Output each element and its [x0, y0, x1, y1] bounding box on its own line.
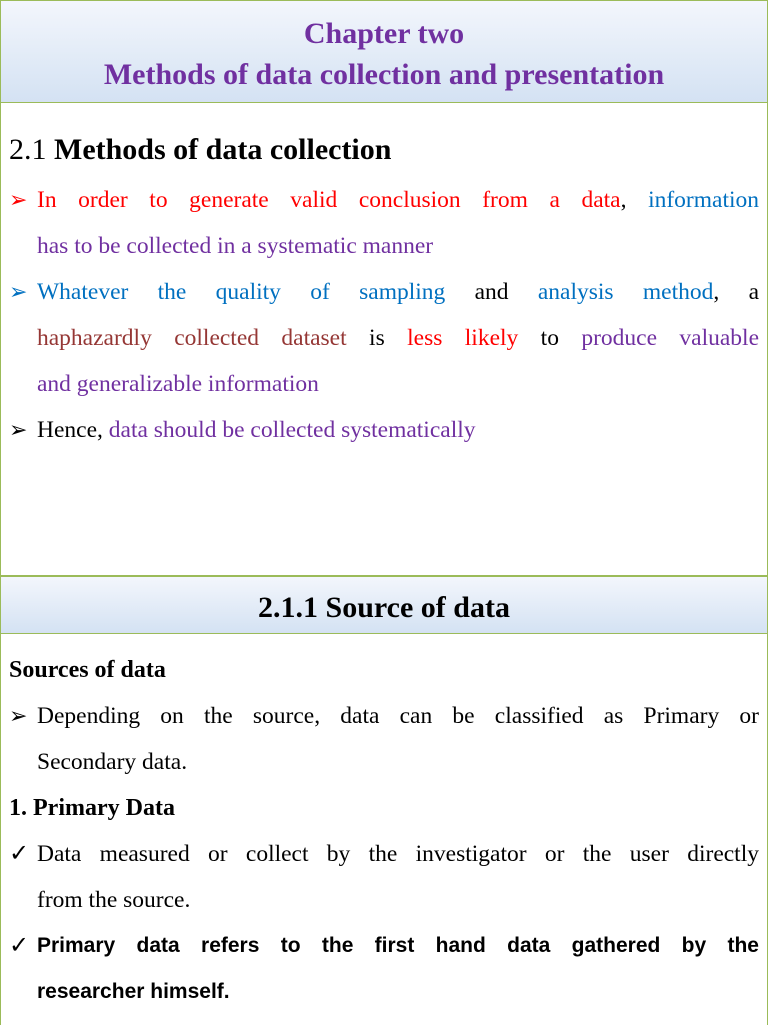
- bullet-1-comma: ,: [620, 187, 627, 213]
- bullet-2-text-brown: haphazardly collected dataset: [37, 325, 347, 351]
- bullet-1-text-blue: information: [648, 187, 760, 213]
- slide-2-title: 2.1.1 Source of data: [258, 591, 510, 624]
- sources-bullet-line-2: Secondary data.: [37, 749, 188, 775]
- bullet-3-line-1: [37, 415, 759, 445]
- bullet-3-text-black: Hence,: [37, 417, 103, 443]
- bullet-2-line-2: [37, 323, 759, 353]
- check-2-line-1: [37, 931, 759, 961]
- arrow-bullet-icon: ➢: [9, 417, 28, 442]
- bullet-2-text-purple: produce valuable: [581, 325, 760, 351]
- bullet-2-and: and: [474, 279, 509, 305]
- bullet-2-line-1: [37, 277, 759, 307]
- bullet-3-text-purple: data should be collected systematically: [108, 417, 476, 443]
- check-icon: ✓: [9, 933, 30, 959]
- section-number: 2.1: [9, 133, 47, 166]
- check-icon: ✓: [9, 841, 30, 867]
- arrow-bullet-icon: ➢: [9, 703, 28, 728]
- bullet-1-text-red: In order to generate valid conclusion from a data: [37, 187, 621, 213]
- check-1-line-1: [37, 839, 759, 869]
- primary-data-heading: 1. Primary Data: [9, 795, 175, 821]
- bullet-2-text-blue-2: analysis method: [537, 279, 714, 305]
- check-2-line-2: researcher himself.: [37, 980, 230, 1003]
- section-title: Methods of data collection: [54, 133, 392, 166]
- bullet-2-text-red: less likely: [407, 325, 519, 351]
- chapter-title: Chapter two: [303, 17, 465, 50]
- check-1-line-2: from the source.: [37, 887, 191, 913]
- slide-2: [0, 576, 768, 1025]
- bullet-1-line-1: [37, 185, 759, 215]
- sources-bullet-text: Depending on the source, data can be classified as Primary or: [37, 703, 759, 729]
- sources-subheading: Sources of data: [9, 657, 166, 683]
- arrow-bullet-icon: ➢: [9, 187, 28, 212]
- bullet-2-text-blue-1: Whatever the quality of sampling: [37, 279, 446, 305]
- bullet-2-is: is: [369, 325, 385, 351]
- bullet-2-to: to: [540, 325, 559, 351]
- slide-1-title-bar: [1, 1, 767, 103]
- bullet-1-line-2: has to be collected in a systematic manner: [37, 233, 434, 259]
- section-heading: [9, 132, 391, 168]
- bullet-2-line-3: and generalizable information: [37, 371, 319, 397]
- slide-2-title-bar: [1, 577, 767, 634]
- chapter-subtitle: Methods of data collection and presentation: [103, 58, 665, 91]
- check-1-text: Data measured or collect by the investigator or the user directly: [37, 841, 759, 867]
- arrow-bullet-icon: ➢: [9, 279, 28, 304]
- check-2-text: Primary data refers to the first hand data gathered by the: [37, 934, 759, 957]
- bullet-2-comma-a: , a: [713, 279, 759, 305]
- sources-bullet-line-1: [37, 701, 759, 731]
